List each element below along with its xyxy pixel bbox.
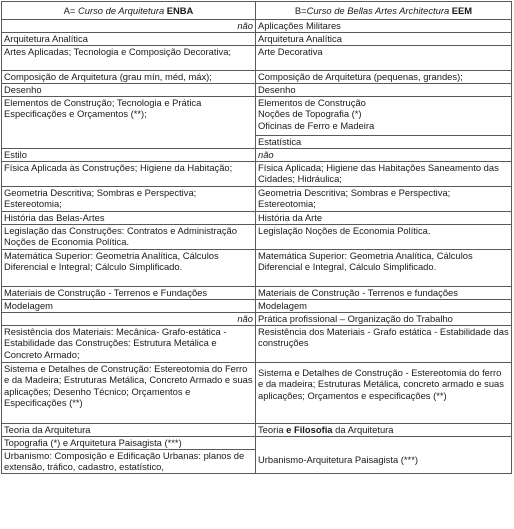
cell-a: Matemática Superior: Geometria Analítica, Cálculos Diferencial e Integral; Cálculo Simplificado. [2, 250, 256, 287]
cell-b: Aplicações Militares [256, 20, 512, 33]
cell-b: Arte Decorativa [256, 46, 512, 71]
cell-a: Teoria da Arquitetura [2, 424, 256, 437]
cell-b: não [256, 149, 512, 162]
cell-b: Arquitetura Analítica [256, 33, 512, 46]
cell-b [256, 437, 512, 450]
cell-a: Composição de Arquitetura (grau mín, méd, máx); [2, 71, 256, 84]
cell-b: História da Arte [256, 212, 512, 225]
cell-b-line: Noções de Topografia (*) [258, 108, 362, 120]
cell-b: Resistência dos Materiais - Grafo estática - Estabilidade das construções [256, 326, 512, 363]
cell-a: não [2, 20, 256, 33]
table-row [2, 437, 512, 450]
cell-a: Desenho [2, 84, 256, 97]
cell-b: Prática profissional – Organização do Trabalho [256, 313, 512, 326]
cell-b: Estatística [256, 136, 512, 149]
cell-b: Sistema e Detalhes de Construção - Estereotomia do ferro e da madeira; Estruturas Metálica, concreto armado e suas aplicações; Orçamentos e especificações (**) [256, 363, 512, 424]
header-row [2, 2, 512, 20]
table-row [2, 187, 512, 212]
cell-b: Modelagem [256, 300, 512, 313]
table-row [2, 149, 512, 162]
cell-a: Topografia (*) e Arquitetura Paisagista (***) [2, 437, 256, 450]
comparison-table [1, 1, 512, 474]
cell-a: Estilo [2, 149, 256, 162]
table-row [2, 287, 512, 300]
cell-a: Artes Aplicadas; Tecnologia e Composição Decorativa; [2, 46, 256, 71]
cell-a: Resistência dos Materiais: Mecânica- Grafo-estática - Estabilidade das Construções: Estrutura Metálica e Concreto Armado; [2, 326, 256, 363]
table-row [2, 450, 512, 474]
cell-a: Arquitetura Analítica [2, 33, 256, 46]
cell-b: Teoria e Filosofia da Arquitetura [256, 424, 512, 437]
cell-a: Sistema e Detalhes de Construção: Estereotomia do Ferro e da Madeira; Estruturas Metálica, Concreto Armado e suas aplicações; Desenho Técnico; Orçamentos e Especificações (**) [2, 363, 256, 424]
cell-b: Composição de Arquitetura (pequenas, grandes); [256, 71, 512, 84]
table-row [2, 33, 512, 46]
cell-b: Matemática Superior: Geometria Analítica, Cálculos Diferencial e Integral, Cálculo Simplificado. [256, 250, 512, 287]
table-row [2, 313, 512, 326]
cell-b: Física Aplicada; Higiene das Habitações Saneamento das Cidades; Hidráulica; [256, 162, 512, 187]
cell-a: Elementos de Construção; Tecnologia e Prática Especificações e Orçamentos (**); [2, 97, 256, 149]
cell-a: Urbanismo: Composição e Edificação Urbanas: planos de extensão, tráfico, cadastro, estatístico, [2, 450, 256, 474]
cell-b-line: Oficinas de Ferro e Madeira [258, 119, 375, 131]
table-row [2, 326, 512, 363]
table-row [2, 225, 512, 250]
table-row [2, 250, 512, 287]
table-row [2, 84, 512, 97]
table-row [2, 300, 512, 313]
cell-b: Urbanismo-Arquitetura Paisagista (***) [256, 450, 512, 474]
table-row [2, 363, 512, 424]
cell-a: não [2, 313, 256, 326]
cell-b: Desenho [256, 84, 512, 97]
table-row [2, 20, 512, 33]
cell-a: Materiais de Construção - Terrenos e Fundações [2, 287, 256, 300]
header-b: B=Curso de Bellas Artes Architectura EEM [256, 2, 512, 20]
table-row [2, 71, 512, 84]
table-row [2, 97, 512, 136]
cell-a: História das Belas-Artes [2, 212, 256, 225]
cell-a: Física Aplicada às Construções; Higiene da Habitação; [2, 162, 256, 187]
table-row [2, 424, 512, 437]
cell-b: Materiais de Construção - Terrenos e fundações [256, 287, 512, 300]
cell-a: Legislação das Construções: Contratos e Administração Noções de Economia Política. [2, 225, 256, 250]
cell-b-line: Elementos de Construção [258, 97, 366, 108]
cell-a: Geometria Descritiva; Sombras e Perspectiva; Estereotomia; [2, 187, 256, 212]
cell-a: Modelagem [2, 300, 256, 313]
cell-b: Legislação Noções de Economia Política. [256, 225, 512, 250]
table-row [2, 212, 512, 225]
header-a: A= Curso de Arquitetura ENBA [2, 2, 256, 20]
table-row [2, 46, 512, 71]
cell-b [256, 97, 512, 136]
table-row [2, 162, 512, 187]
cell-b: Geometria Descritiva; Sombras e Perspectiva; Estereotomia; [256, 187, 512, 212]
